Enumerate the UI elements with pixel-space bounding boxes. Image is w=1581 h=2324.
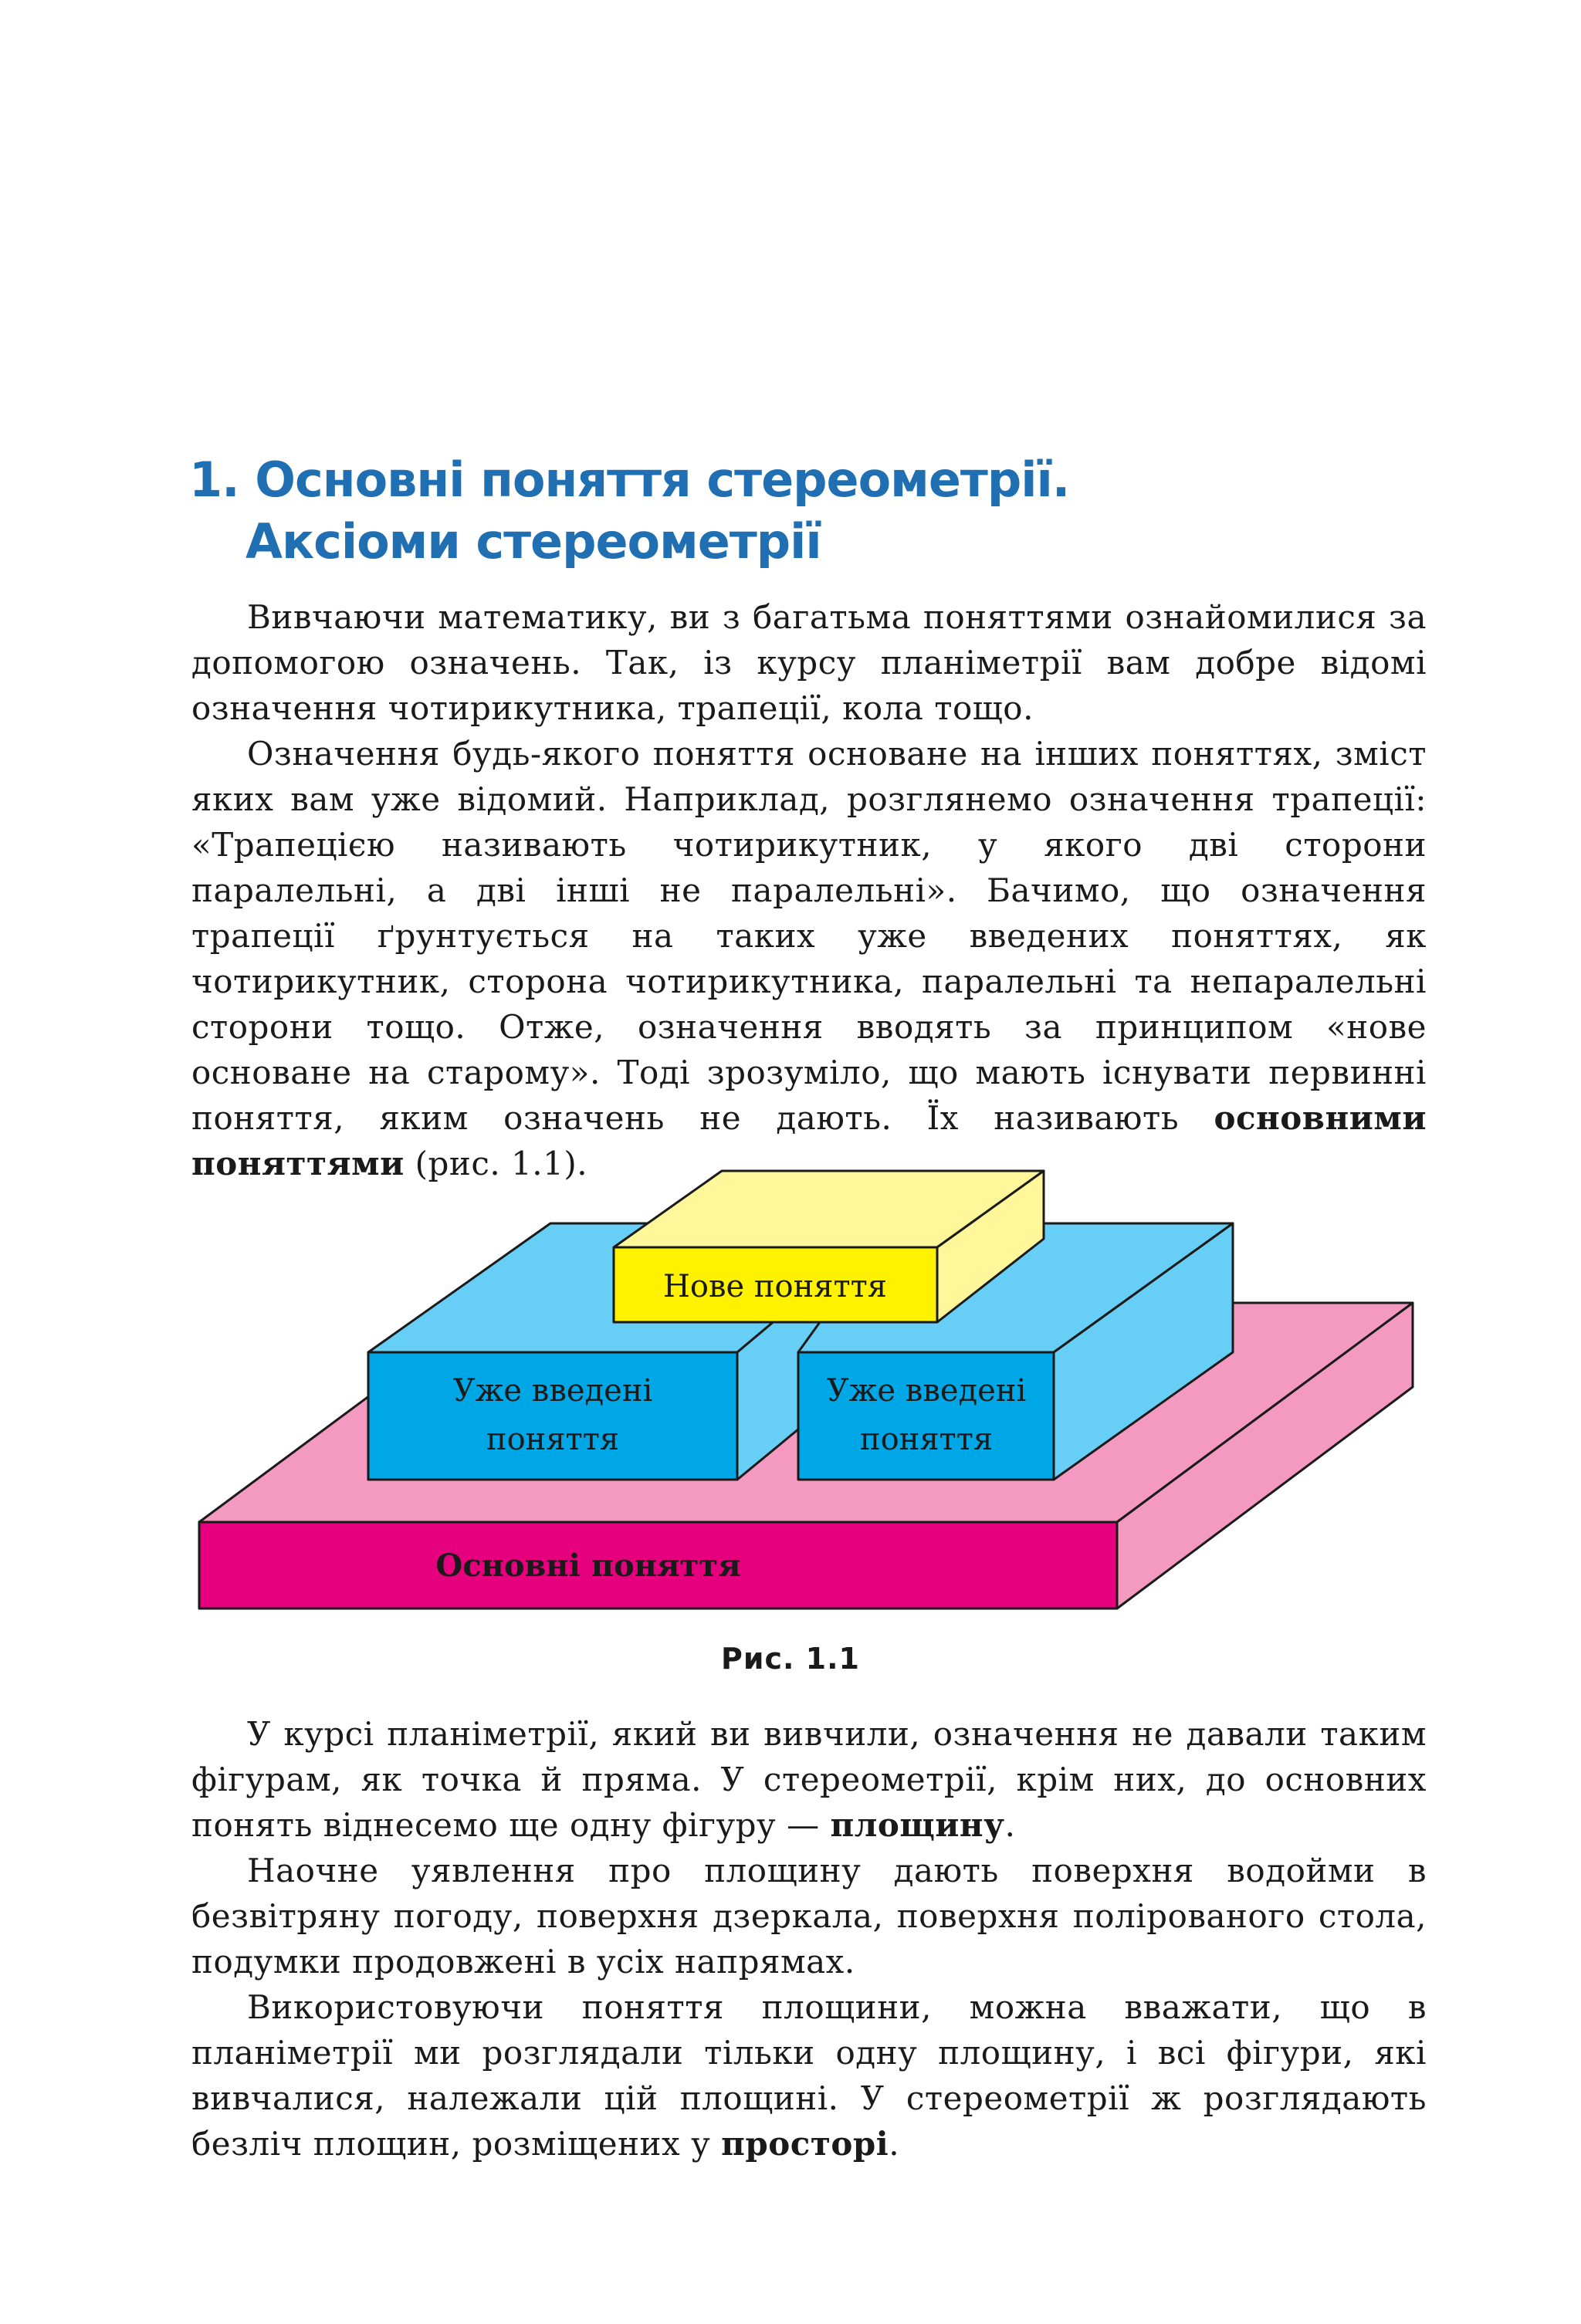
heading-line-1: 1. Основні поняття стереометрії. <box>189 452 1070 508</box>
right-box-label-1: Уже введені <box>826 1373 1027 1409</box>
left-box-label-1: Уже введені <box>452 1373 653 1409</box>
term-space: просторі <box>721 2125 889 2163</box>
body-text <box>191 1711 1427 2167</box>
concept-pyramid-figure <box>0 1158 1581 1621</box>
right-box-front <box>798 1352 1054 1480</box>
intro-text <box>191 594 1427 1186</box>
right-box-label-2: поняття <box>859 1422 994 1457</box>
term-plane: площину <box>830 1806 1005 1844</box>
top-box-label: Нове поняття <box>663 1269 887 1304</box>
paragraph: У курсі планіметрії, який ви вивчили, означення не давали таким фігурам, як точка й пряма. У стереометрії, крім них, до основних понять віднесемо ще одну фігуру — площину. <box>191 1715 1427 1844</box>
paragraph: Наочне уявлення про площину дають поверхня водойми в безвітряну погоду, поверхня дзеркала, поверхня полірованого стола, подумки продовжені в усіх напрямах. <box>191 1852 1427 1981</box>
left-box-front <box>368 1352 737 1480</box>
heading-line-2: Аксіоми стереометрії <box>245 513 821 570</box>
term-basic-concepts: основними поняттями <box>191 1099 1427 1182</box>
paragraph: Використовуючи поняття площини, можна вважати, що в планіметрії ми розглядали тільки одну площину, і всі фігури, які вивчалися, належали цій площині. У стереометрії ж розглядають безліч площин, розміщених у просторі. <box>191 1988 1427 2163</box>
paragraph: Означення будь-якого поняття основане на інших поняттях, зміст яких вам уже відомий. Наприклад, розглянемо означення трапеції: «Трапецією називають чотирикутник, у якого дві сторони паралельні, а дві інші не паралельні». Бачимо, що означення трапеції ґрунтується на таких уже введених поняттях, як чотирикутник, сторона чотирикутника, паралельні та непаралельні сторони тощо. Отже, означення вводять за принципом «нове основане на старому». Тоді зрозуміло, що мають існувати первинні поняття, яким означень не дають. Їх називають основними поняттями (рис. 1.1). <box>191 735 1427 1182</box>
paragraph: Вивчаючи математику, ви з багатьма поняттями ознайомилися за допомогою означень. Так, із курсу планіметрії вам добре відомі означення чотирикутника, трапеції, кола тощо. <box>191 598 1427 727</box>
left-box-label-2: поняття <box>486 1422 620 1457</box>
base-slab-label: Основні поняття <box>435 1548 741 1584</box>
section-heading <box>189 449 1069 573</box>
figure-caption: Рис. 1.1 <box>721 1642 860 1676</box>
